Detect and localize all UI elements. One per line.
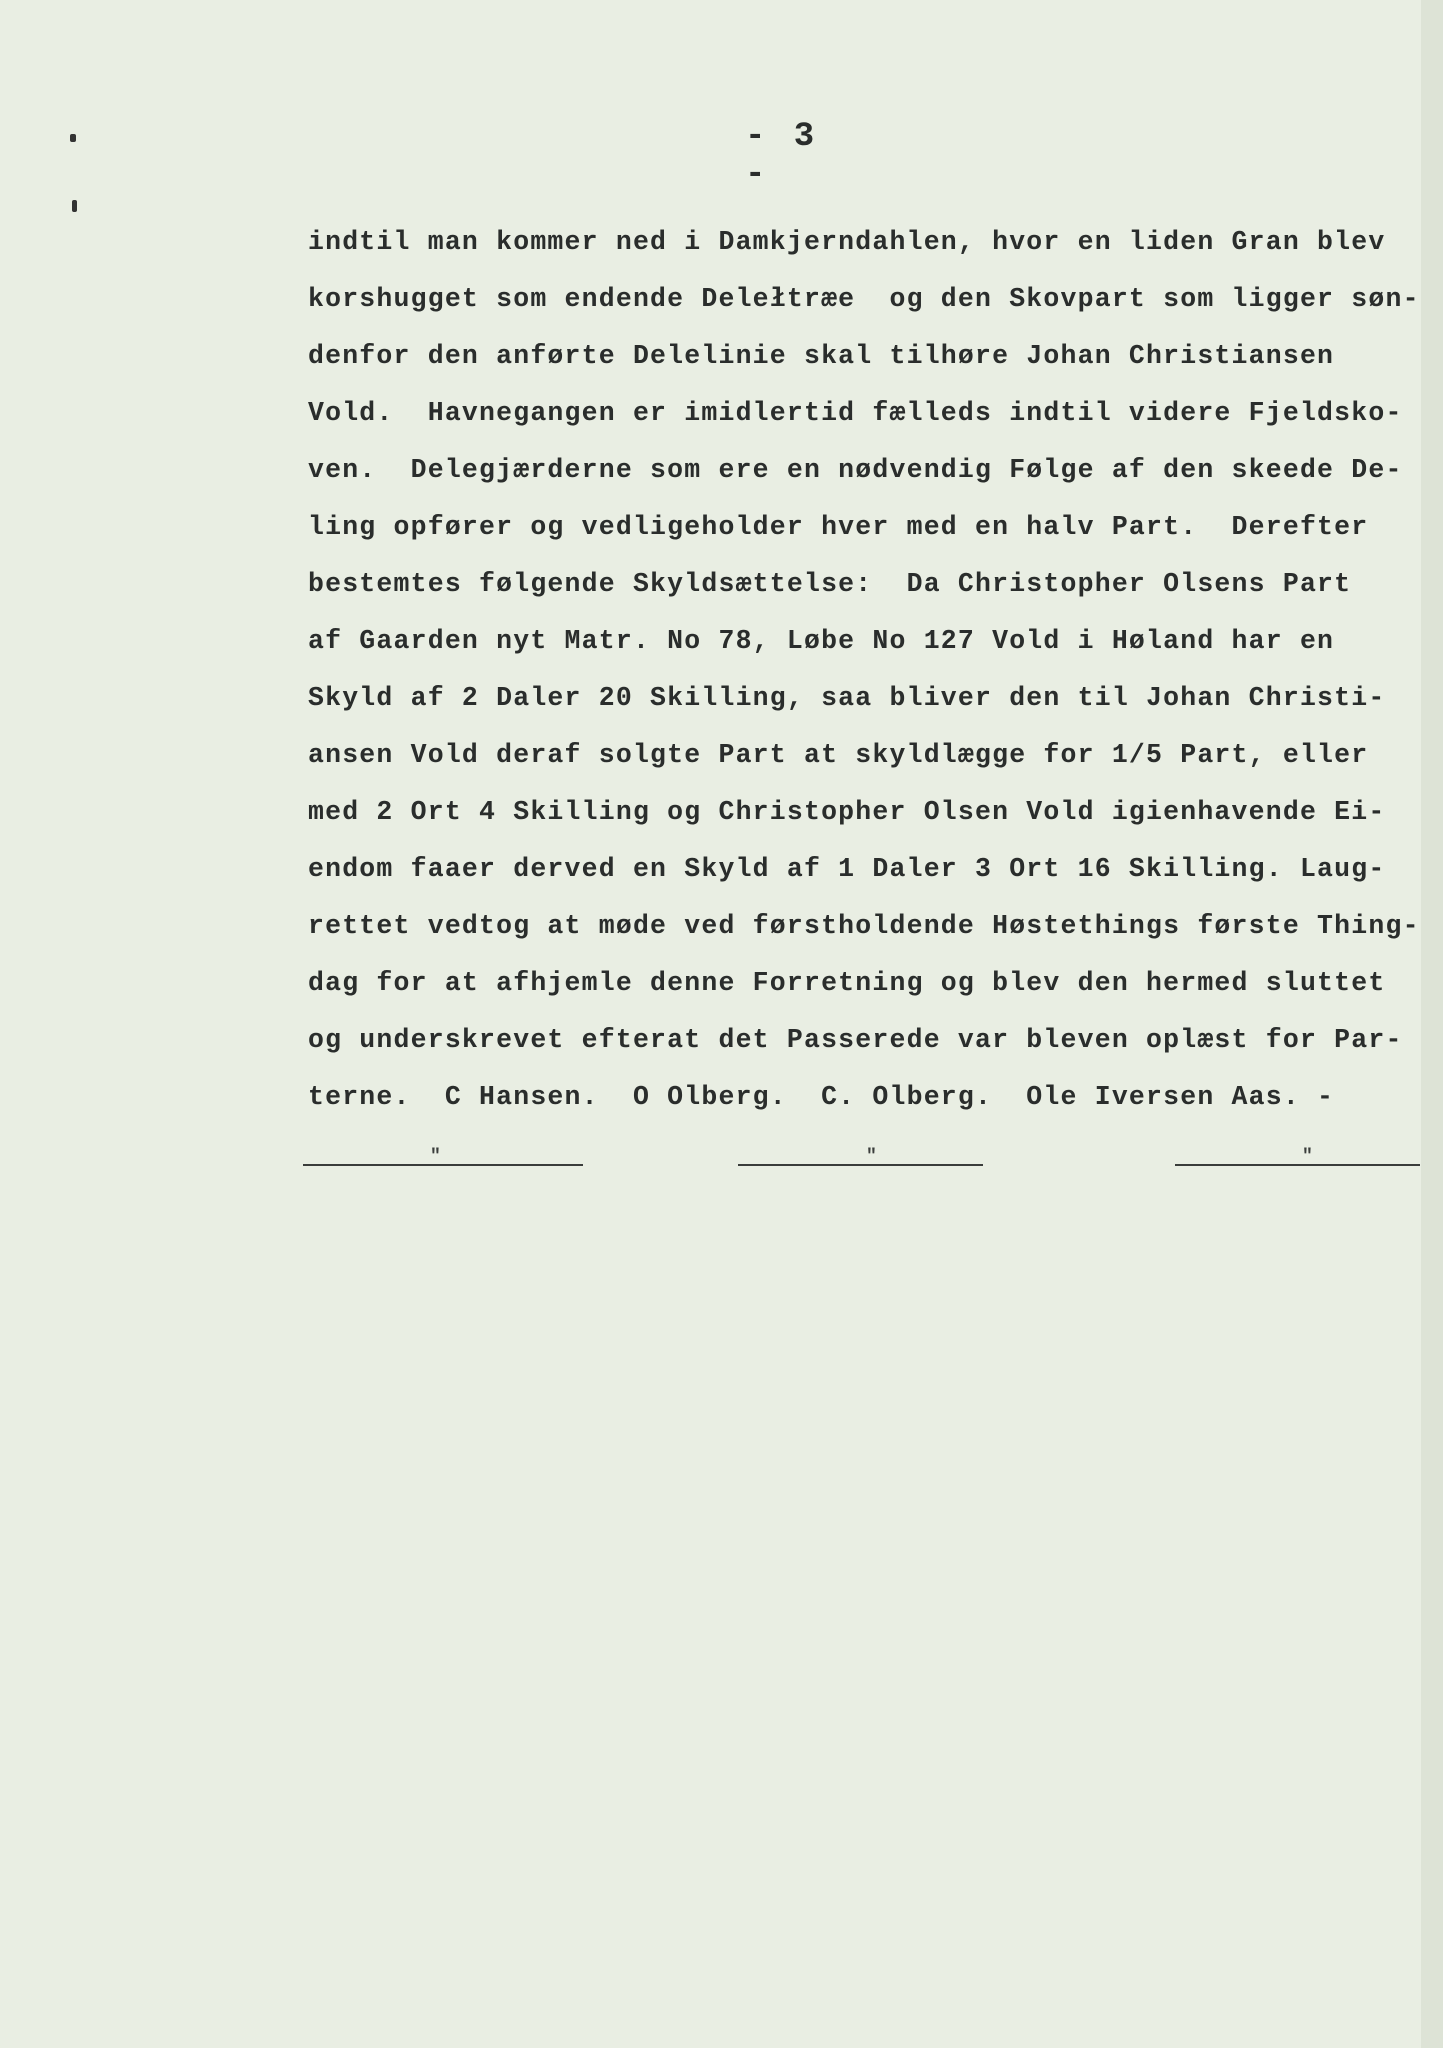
margin-mark <box>72 200 77 212</box>
text-line: terne. C Hansen. O Olberg. C. Olberg. Ole Iversen Aas. - <box>308 1082 1335 1112</box>
separator-rule <box>1175 1164 1420 1166</box>
text-line: rettet vedtog at møde ved førstholdende Høstethings første Thing- <box>308 911 1420 941</box>
text-line: denfor den anførte Delelinie skal tilhøre Johan Christiansen <box>308 341 1335 371</box>
text-line: Skyld af 2 Daler 20 Skilling, saa bliver den til Johan Christi- <box>308 683 1386 713</box>
ditto-mark: " <box>866 1147 877 1167</box>
margin-mark <box>70 134 76 142</box>
text-line: Vold. Havnegangen er imidlertid fælleds indtil videre Fjeldsko- <box>308 398 1403 428</box>
text-line: bestemtes følgende Skyldsættelse: Da Christopher Olsens Part <box>308 569 1352 599</box>
text-line: ling opfører og vedligeholder hver med en halv Part. Derefter <box>308 512 1369 542</box>
text-line: indtil man kommer ned i Damkjerndahlen, hvor en liden Gran blev <box>308 227 1386 257</box>
text-line: korshugget som endende Delełtræe og den Skovpart som ligger søn- <box>308 284 1420 314</box>
text-line: med 2 Ort 4 Skilling og Christopher Olsen Vold igienhavende Ei- <box>308 797 1386 827</box>
text-line: og underskrevet efterat det Passerede var bleven oplæst for Par- <box>308 1025 1403 1055</box>
separator-rule <box>303 1164 583 1166</box>
ditto-mark: " <box>1302 1147 1313 1167</box>
document-body <box>308 214 1438 1126</box>
text-line: af Gaarden nyt Matr. No 78, Løbe No 127 Vold i Høland har en <box>308 626 1335 656</box>
text-line: ansen Vold deraf solgte Part at skyldlægge for 1/5 Part, eller <box>308 740 1369 770</box>
text-line: dag for at afhjemle denne Forretning og blev den hermed sluttet <box>308 968 1386 998</box>
separator-rule <box>738 1164 983 1166</box>
ditto-mark: " <box>430 1147 441 1167</box>
text-line: ven. Delegjærderne som ere en nødvendig Følge af den skeede De- <box>308 455 1403 485</box>
page-number: - 3 - <box>745 118 819 194</box>
text-line: endom faaer derved en Skyld af 1 Daler 3 Ort 16 Skilling. Laug- <box>308 854 1386 884</box>
